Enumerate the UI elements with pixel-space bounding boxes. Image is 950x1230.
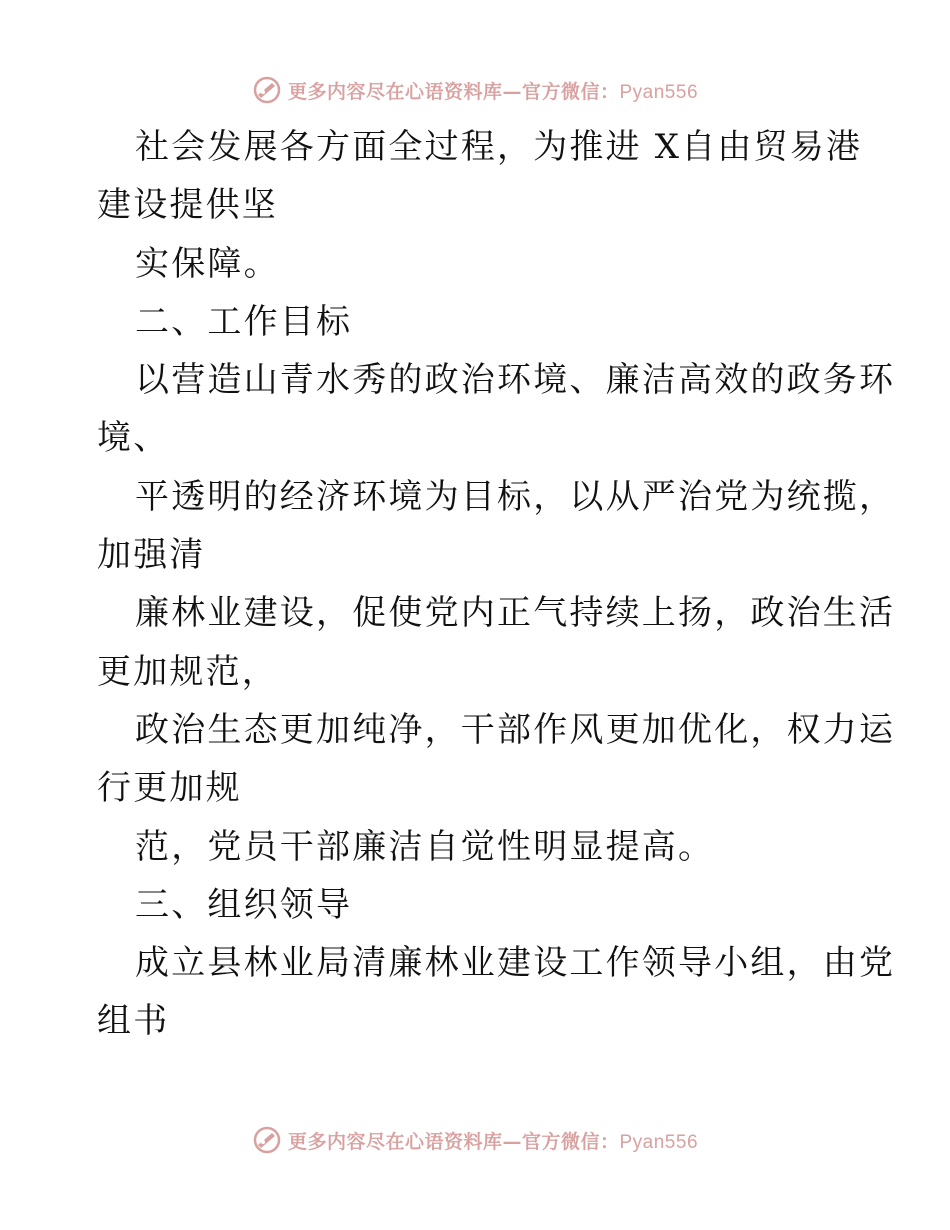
footer-watermark — [0, 1120, 950, 1160]
text-line: 境、 — [97, 418, 170, 459]
text-line: 社会发展各方面全过程，为推进 X自由贸易港 — [135, 127, 863, 167]
header-watermark — [0, 70, 950, 110]
text-line: 政治生态更加纯净，干部作风更加优化，权力运 — [135, 709, 896, 750]
text-line: 建设提供坚 — [97, 185, 278, 226]
document-body — [97, 118, 896, 1051]
section-heading: 二、工作目标 — [135, 301, 353, 342]
text-line: 更加规范， — [97, 651, 278, 692]
pen-circle-logo-icon — [252, 75, 282, 105]
watermark-text: 更多内容尽在心语资料库—官方微信：Pyan556 — [287, 1130, 699, 1153]
text-line: 平透明的经济环境为目标，以从严治党为统揽， — [135, 476, 896, 517]
text-line: 组书 — [97, 1001, 170, 1042]
watermark-text: 更多内容尽在心语资料库—官方微信：Pyan556 — [287, 80, 699, 103]
text-line: 实保障。 — [135, 243, 280, 284]
text-line: 加强清 — [97, 535, 206, 576]
section-heading: 三、组织领导 — [135, 884, 353, 925]
text-line: 范，党员干部廉洁自觉性明显提高。 — [135, 826, 715, 867]
pen-circle-logo-icon — [252, 1125, 282, 1155]
text-line: 廉林业建设，促使党内正气持续上扬，政治生活 — [135, 593, 896, 634]
text-line: 成立县林业局清廉林业建设工作领导小组，由党 — [135, 943, 896, 984]
text-line: 以营造山青水秀的政治环境、廉洁高效的政务环 — [135, 360, 896, 401]
text-line: 行更加规 — [97, 768, 242, 809]
